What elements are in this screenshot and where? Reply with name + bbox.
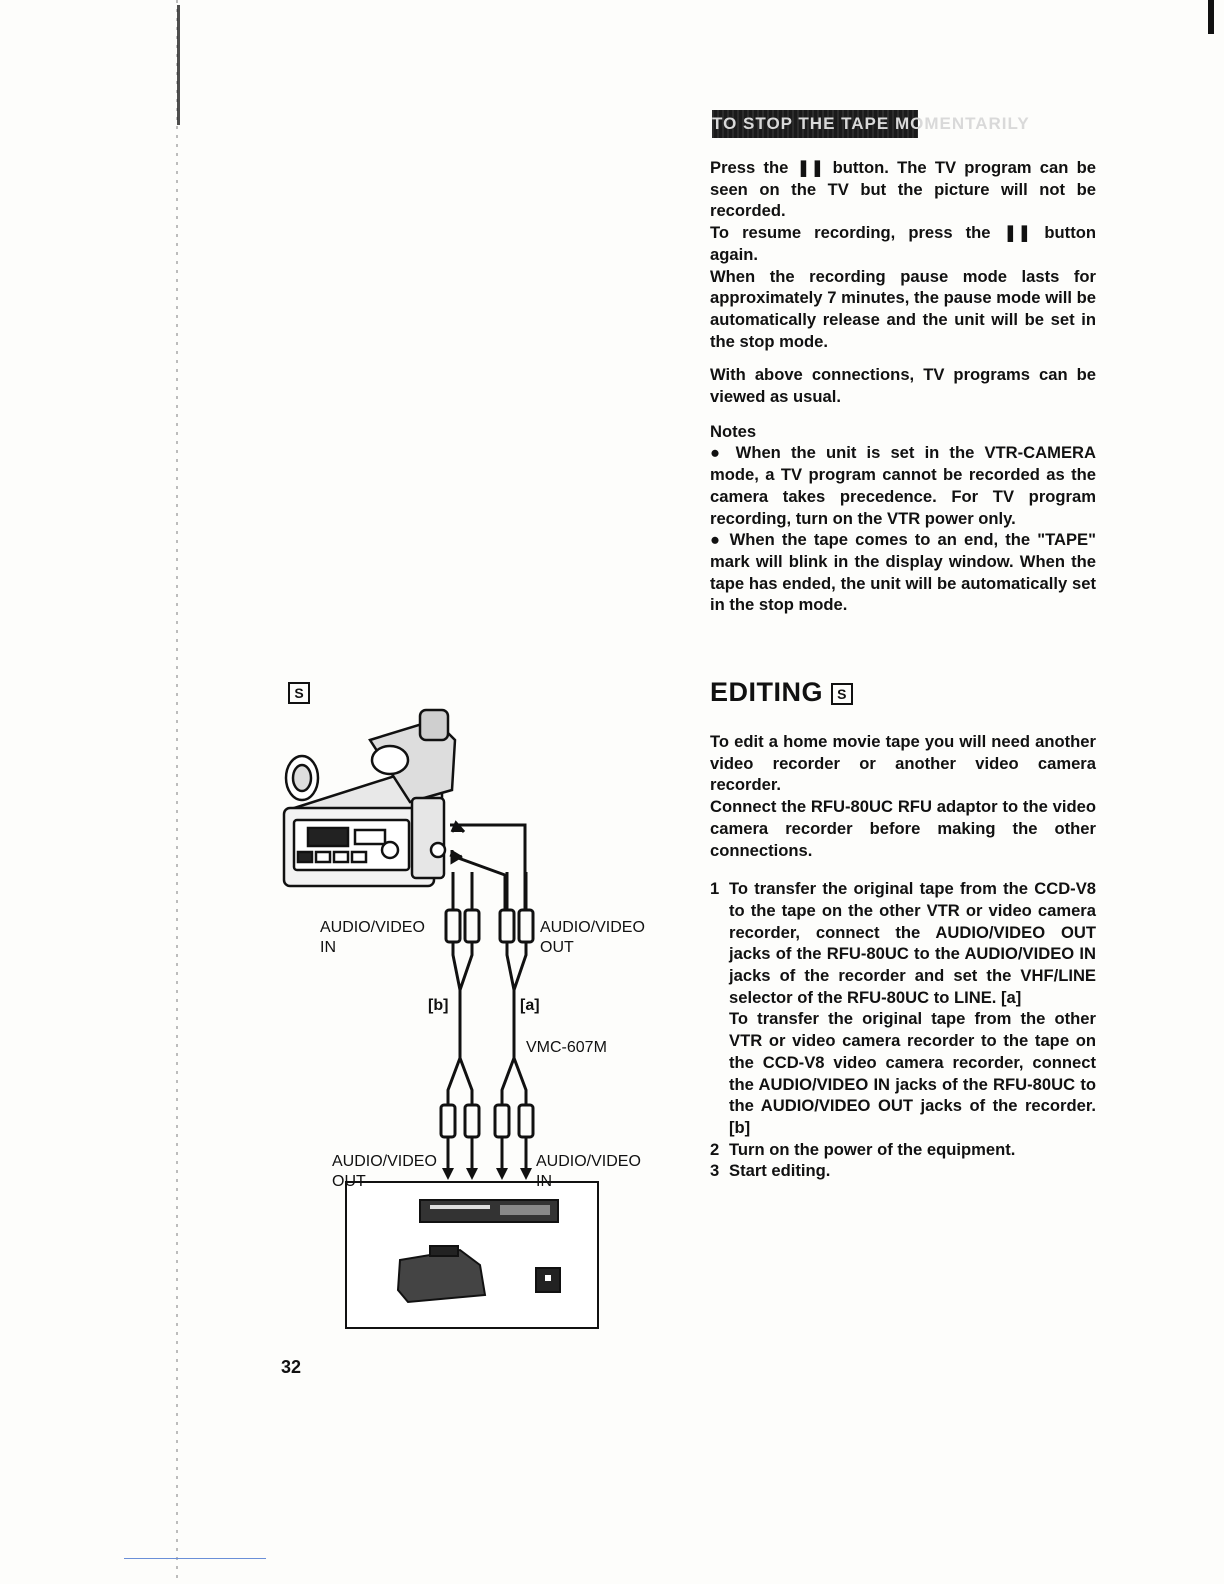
page-number: 32 bbox=[281, 1357, 302, 1377]
editing-body bbox=[710, 731, 1096, 1182]
step-3 bbox=[710, 1160, 1096, 1182]
step-number: 1 bbox=[710, 879, 720, 899]
binding-edge bbox=[176, 0, 178, 1584]
corner-mark bbox=[1208, 0, 1214, 34]
recorder-box bbox=[346, 1182, 598, 1328]
label-av-in-top: AUDIO/VIDEO IN bbox=[320, 919, 425, 956]
step-2 bbox=[710, 1139, 1096, 1161]
note-2: ● When the tape comes to an end, the "TAPE" mark will blink in the display window. When the tape has ended, the unit will be automatically set in the stop mode. bbox=[710, 530, 1096, 615]
stop-para-1: Press the ❚❚ button. The TV program can be seen on the TV but the picture will not be recorded. bbox=[710, 158, 1096, 221]
label-cable-model: VMC-607M bbox=[526, 1039, 607, 1056]
connections-note: With above connections, TV programs can be viewed as usual. bbox=[710, 365, 1096, 407]
stop-tape-heading: TO STOP THE TAPE MOMENTARILY bbox=[712, 110, 918, 138]
step-3-text: Start editing. bbox=[729, 1161, 831, 1181]
label-a: [a] bbox=[520, 997, 540, 1014]
step-1-text-b: connect the AUDIO/VIDEO IN jacks of the RFU-80UC to the AUDIO/VIDEO OUT jacks of the recorder. [b] bbox=[729, 1052, 1096, 1137]
step-2-text: Turn on the power of the equipment. bbox=[729, 1139, 1016, 1159]
label-b: [b] bbox=[428, 997, 449, 1014]
stop-section-body bbox=[710, 157, 1096, 616]
step-1 bbox=[710, 878, 1096, 1138]
arrow-heads bbox=[442, 1168, 532, 1180]
editing-title-text: EDITING bbox=[710, 677, 824, 707]
stop-para-3: When the recording pause mode lasts for approximately 7 minutes, the pause mode will be automatically release and the unit will be set in the stop mode. bbox=[710, 266, 1096, 351]
label-av-in-bottom: AUDIO/VIDEO IN bbox=[536, 1153, 641, 1190]
step-1-text-a: connect the AUDIO/VIDEO OUT jacks of the RFU-80UC to the AUDIO/VIDEO IN jacks of the recorder and set the VHF/LINE selector of the RFU-80UC to LINE. [a] bbox=[729, 922, 1096, 1007]
editing-steps bbox=[710, 878, 1096, 1182]
footer-rule bbox=[124, 1558, 266, 1559]
step-number: 2 bbox=[710, 1139, 720, 1159]
notes-title: Notes bbox=[710, 421, 757, 441]
step-1-lead-a: To transfer the original tape from the CCD-V8 to the tape on the other VTR or video camera recorder, bbox=[729, 879, 1096, 942]
binding-mark bbox=[177, 5, 180, 125]
label-av-out-top: AUDIO/VIDEO OUT bbox=[540, 919, 645, 956]
diagram-s-box: S bbox=[288, 682, 310, 704]
step-1-lead-b: To transfer the original tape from the other VTR or video camera recorder to the tape on the CCD-V8 video camera recorder, bbox=[729, 1009, 1096, 1072]
section-s-box: S bbox=[831, 683, 853, 705]
editing-title bbox=[710, 677, 853, 708]
step-number: 3 bbox=[710, 1161, 720, 1181]
stop-para-2: To resume recording, press the ❚❚ button again. bbox=[710, 223, 1096, 264]
editing-intro-1: To edit a home movie tape you will need another video recorder or another video camera recorder. bbox=[710, 732, 1096, 795]
camcorder-illustration bbox=[284, 710, 455, 886]
label-av-out-bottom: AUDIO/VIDEO OUT bbox=[332, 1153, 437, 1190]
editing-intro-2: Connect the RFU-80UC RFU adaptor to the video camera recorder before making the other connections. bbox=[710, 797, 1096, 860]
note-1: ● When the unit is set in the VTR-CAMERA mode, a TV program cannot be recorded as the camera takes precedence. For TV program recording, turn on the VTR power only. bbox=[710, 443, 1096, 528]
